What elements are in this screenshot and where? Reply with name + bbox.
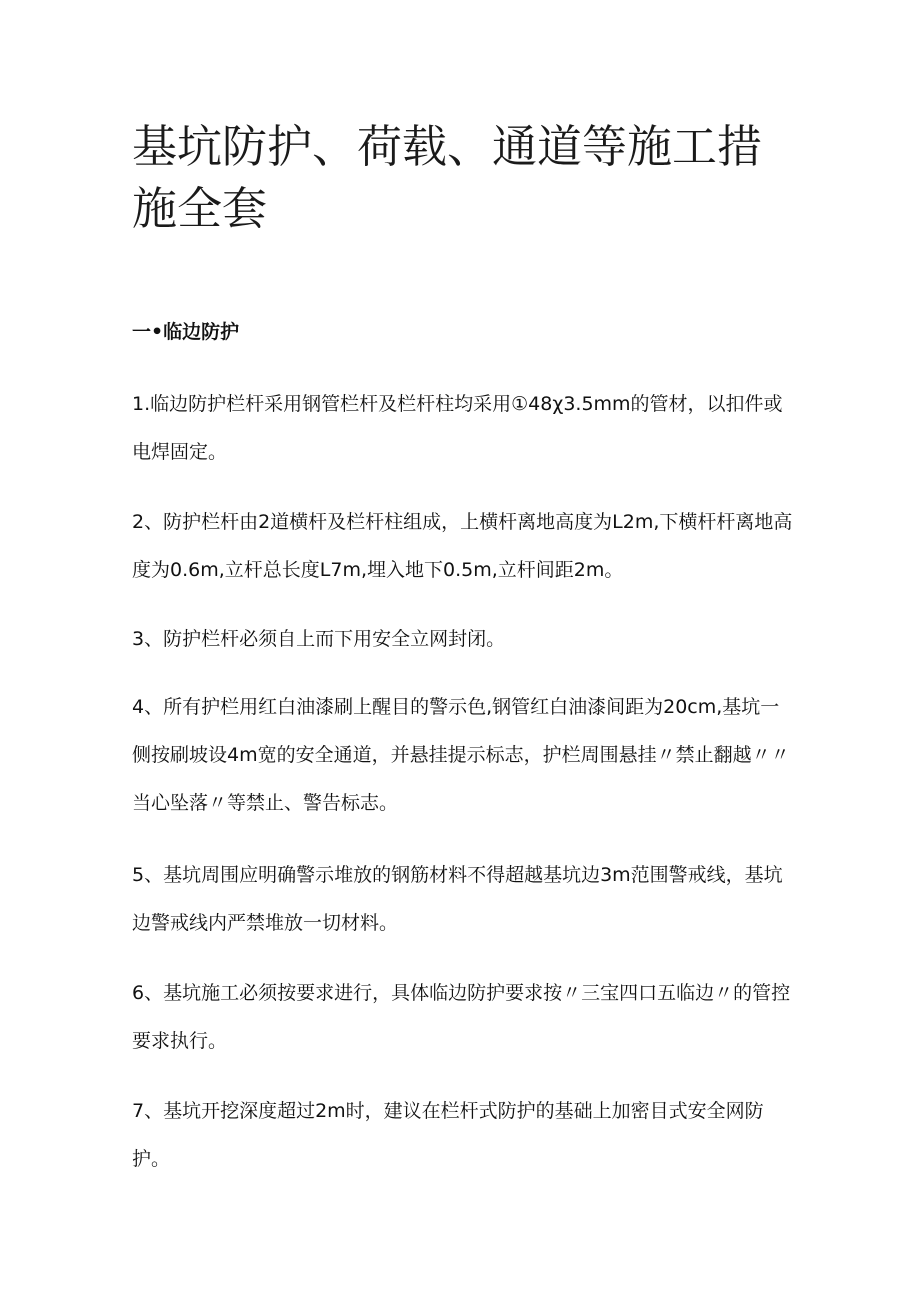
paragraph-1: 1.临边防护栏杆采用钢管栏杆及栏杆柱均采用①48χ3.5mm的管材，以扣件或电焊固定。 [132,393,783,463]
paragraph-3: 3、防护栏杆必须自上而下用安全立网封闭。 [132,628,506,650]
paragraph-2: 2、防护栏杆由2道横杆及栏杆柱组成，上横杆离地高度为L2m,下横杆杆离地高度为0.6m,立杆总长度L7m,埋入地下0.5m,立杆间距2m。 [132,511,793,581]
section-heading: 一•临边防护 [132,321,240,343]
paragraph-5: 5、基坑周围应明确警示堆放的钢筋材料不得超越基坑边3m范围警戒线，基坑边警戒线内严禁堆放一切材料。 [132,864,783,934]
document-title: 基坑防护、荷载、通道等施工措施全套 [132,120,763,235]
paragraph-6: 6、基坑施工必须按要求进行，具体临边防护要求按〃三宝四口五临边〃的管控要求执行。 [132,982,791,1052]
paragraph-4: 4、所有护栏用红白油漆刷上醒目的警示色,钢管红白油漆间距为20cm,基坑一侧按刷坡设4m宽的安全通道，并悬挂提示标志，护栏周围悬挂〃禁止翻越〃〃当心坠落〃等禁止、警告标志。 [132,696,790,814]
paragraph-7: 7、基坑开挖深度超过2m时，建议在栏杆式防护的基础上加密目式安全网防护。 [132,1100,764,1170]
